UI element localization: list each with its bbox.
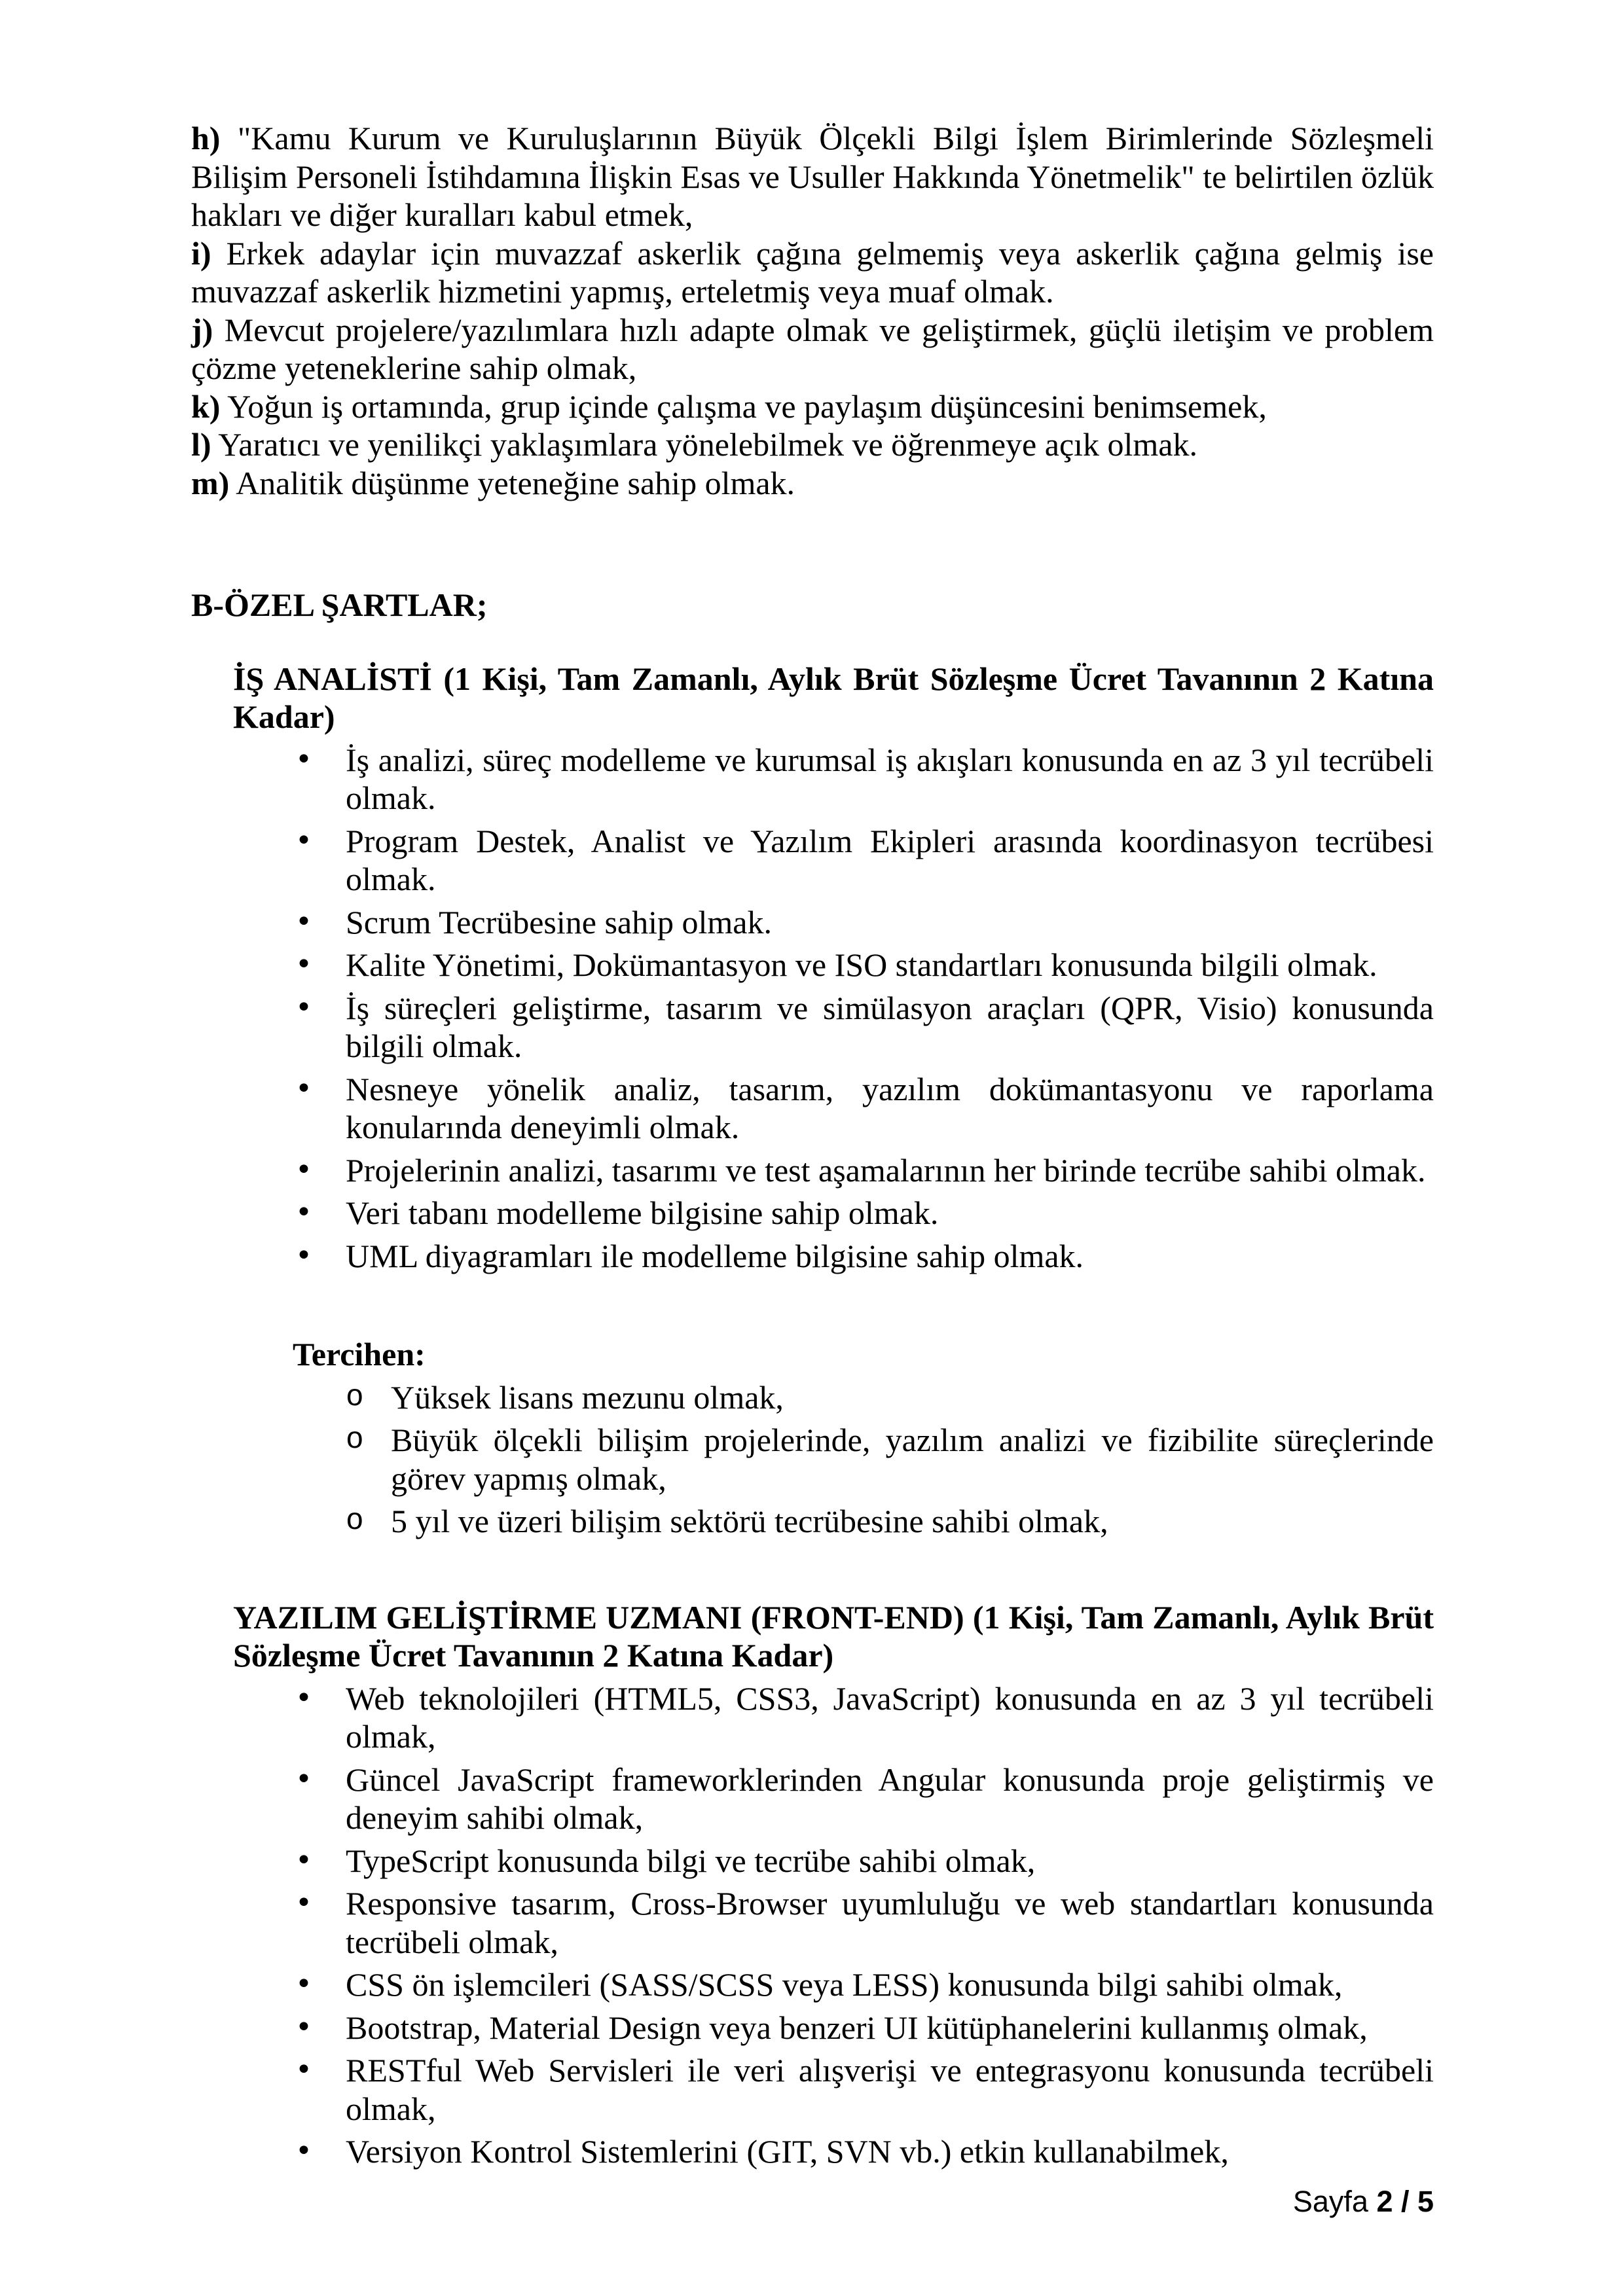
- bullet-icon: •: [295, 1153, 312, 1187]
- clause-j-label: j): [191, 311, 213, 348]
- bullet-text: Versiyon Kontrol Sistemlerini (GIT, SVN vb.) etkin kullanabilmek,: [346, 2133, 1229, 2170]
- list-item: [191, 1070, 1434, 1147]
- list-item: [191, 741, 1434, 817]
- bullet-text: TypeScript konusunda bilgi ve tecrübe sahibi olmak,: [346, 1842, 1036, 1879]
- bullet-icon: •: [295, 948, 312, 981]
- bullet-text: Bootstrap, Material Design veya benzeri UI kütüphanelerini kullanmış olmak,: [346, 2009, 1368, 2046]
- bullet-icon: •: [295, 1238, 312, 1272]
- preferred-list: [191, 1378, 1434, 1541]
- list-item: [191, 2009, 1434, 2047]
- list-item: [191, 1151, 1434, 1190]
- clause-k-text: Yoğun iş ortamında, grup içinde çalışma ve paylaşım düşüncesini benimsemek,: [227, 387, 1267, 425]
- clause-i-text: Erkek adaylar için muvazzaf askerlik çağına gelmemiş veya askerlik çağına gelmiş ise muvazzaf askerlik hizmetini yapmış, erteletmiş veya muaf olmak.: [191, 234, 1434, 310]
- job-section-business-analyst: [191, 660, 1434, 1541]
- list-item: [191, 1884, 1434, 1961]
- list-item: [191, 1421, 1434, 1498]
- list-item: [191, 1237, 1434, 1276]
- list-item: [191, 903, 1434, 942]
- bullet-text: Scrum Tecrübesine sahip olmak.: [346, 903, 772, 941]
- list-item: [191, 1378, 1434, 1417]
- clause-j-text: Mevcut projelere/yazılımlara hızlı adapte olmak ve geliştirmek, güçlü iletişim ve problem çözme yeteneklerine sahip olmak,: [191, 311, 1434, 386]
- bullet-text: Projelerinin analizi, tasarımı ve test aşamalarının her birinde tecrübe sahibi olmak.: [346, 1151, 1426, 1189]
- clause-l-text: Yaratıcı ve yenilikçi yaklaşımlara yönelebilmek ve öğrenmeye açık olmak.: [218, 426, 1198, 463]
- list-item: [191, 1761, 1434, 1837]
- circle-bullet-icon: o: [346, 1504, 364, 1538]
- bullet-text: Web teknolojileri (HTML5, CSS3, JavaScript) konusunda en az 3 yıl tecrübeli olmak,: [346, 1679, 1434, 1755]
- bullet-text: RESTful Web Servisleri ile veri alışverişi ve entegrasyonu konusunda tecrübeli olmak,: [346, 2052, 1434, 2127]
- clause-m-text: Analitik düşünme yeteneğine sahip olmak.: [236, 464, 795, 501]
- list-item: [191, 1965, 1434, 2004]
- bullet-text: Büyük ölçekli bilişim projelerinde, yazılım analizi ve fizibilite süreçlerinde görev yapmış olmak,: [391, 1422, 1434, 1497]
- bullet-text: Güncel JavaScript frameworklerinden Angular konusunda proje geliştirmiş ve deneyim sahibi olmak,: [346, 1761, 1434, 1836]
- bullet-text: Responsive tasarım, Cross-Browser uyumluluğu ve web standartları konusunda tecrübeli olmak,: [346, 1885, 1434, 1960]
- bullet-icon: •: [295, 742, 312, 776]
- list-item: [191, 1194, 1434, 1232]
- bullet-icon: •: [295, 990, 312, 1024]
- list-item: [191, 1842, 1434, 1880]
- list-item: [191, 989, 1434, 1066]
- circle-bullet-icon: o: [346, 1380, 364, 1414]
- frontend-developer-requirements-list: [191, 1679, 1434, 2171]
- list-item: [191, 1679, 1434, 1756]
- clause-k-label: k): [191, 387, 221, 425]
- bullet-text: Nesneye yönelik analiz, tasarım, yazılım dokümantasyonu ve raporlama konularında deneyimli olmak.: [346, 1070, 1434, 1145]
- bullet-icon: •: [295, 823, 312, 857]
- clause-l: [191, 425, 1434, 464]
- footer-label: Sayfa: [1292, 2185, 1368, 2218]
- clause-l-label: l): [191, 426, 211, 463]
- bullet-icon: •: [295, 2053, 312, 2087]
- job-title-frontend-developer: YAZILIM GELİŞTİRME UZMANI (FRONT-END) (1 Kişi, Tam Zamanlı, Aylık Brüt Sözleşme Ücret Tavanının 2 Katına Kadar): [233, 1598, 1434, 1674]
- clause-i-label: i): [191, 234, 211, 272]
- bullet-text: CSS ön işlemcileri (SASS/SCSS veya LESS) konusunda bilgi sahibi olmak,: [346, 1966, 1343, 2003]
- circle-bullet-icon: o: [346, 1423, 364, 1457]
- general-clauses-section: [191, 119, 1434, 502]
- page-number: 2 / 5: [1376, 2185, 1434, 2218]
- clause-j: [191, 311, 1434, 387]
- bullet-icon: •: [295, 1071, 312, 1105]
- clause-m: [191, 464, 1434, 503]
- clause-i: [191, 234, 1434, 311]
- job-section-frontend-developer: [191, 1598, 1434, 2171]
- page-footer: [1293, 2185, 1434, 2219]
- bullet-icon: •: [295, 2010, 312, 2044]
- bullet-icon: •: [295, 905, 312, 939]
- bullet-text: Kalite Yönetimi, Dokümantasyon ve ISO standartları konusunda bilgili olmak.: [346, 946, 1377, 983]
- list-item: [191, 2051, 1434, 2128]
- bullet-icon: •: [295, 1967, 312, 2001]
- bullet-icon: •: [295, 1681, 312, 1715]
- preferred-heading: Tercihen:: [293, 1336, 426, 1372]
- clause-h-text: "Kamu Kurum ve Kuruluşlarının Büyük Ölçekli Bilgi İşlem Birimlerinde Sözleşmeli Bilişim Personeli İstihdamına İlişkin Esas ve Usuller Hakkında Yönetmelik" te belirtilen özlük hakları ve diğer kuralları kabul etmek,: [191, 120, 1434, 233]
- bullet-text: Veri tabanı modelleme bilgisine sahip olmak.: [346, 1194, 939, 1231]
- bullet-icon: •: [295, 2134, 312, 2168]
- bullet-text: Yüksek lisans mezunu olmak,: [391, 1378, 784, 1416]
- bullet-icon: •: [295, 1886, 312, 1920]
- bullet-text: 5 yıl ve üzeri bilişim sektörü tecrübesine sahibi olmak,: [391, 1503, 1108, 1539]
- clause-h-label: h): [191, 120, 221, 156]
- bullet-icon: •: [295, 1843, 312, 1877]
- bullet-text: UML diyagramları ile modelleme bilgisine sahip olmak.: [346, 1237, 1084, 1274]
- bullet-icon: •: [295, 1196, 312, 1229]
- job-title-business-analyst: İŞ ANALİSTİ (1 Kişi, Tam Zamanlı, Aylık Brüt Sözleşme Ücret Tavanının 2 Katına Kadar): [233, 660, 1434, 735]
- business-analyst-requirements-list: [191, 741, 1434, 1276]
- list-item: [191, 1502, 1434, 1541]
- bullet-text: İş süreçleri geliştirme, tasarım ve simülasyon araçları (QPR, Visio) konusunda bilgili olmak.: [346, 989, 1434, 1064]
- list-item: [191, 2132, 1434, 2171]
- special-conditions-title: B-ÖZEL ŞARTLAR;: [191, 586, 488, 623]
- list-item: [191, 822, 1434, 899]
- clause-m-label: m): [191, 464, 230, 501]
- document-content: [191, 119, 1434, 2171]
- bullet-text: Program Destek, Analist ve Yazılım Ekipleri arasında koordinasyon tecrübesi olmak.: [346, 822, 1434, 897]
- bullet-icon: •: [295, 1762, 312, 1796]
- bullet-text: İş analizi, süreç modelleme ve kurumsal iş akışları konusunda en az 3 yıl tecrübeli olmak.: [346, 741, 1434, 816]
- clause-h: [191, 119, 1434, 234]
- clause-k: [191, 387, 1434, 426]
- list-item: [191, 946, 1434, 984]
